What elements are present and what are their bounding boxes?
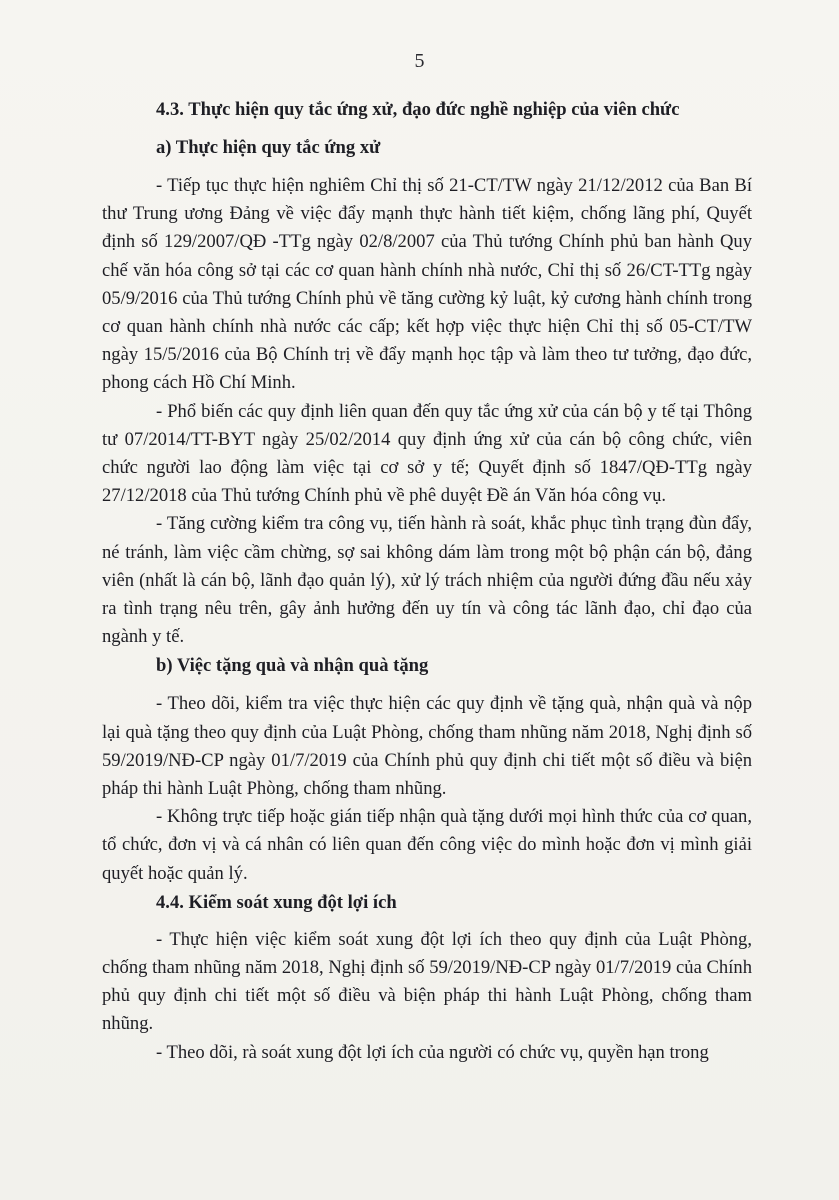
paragraph: - Phổ biến các quy định liên quan đến quy tắc ứng xử của cán bộ y tế tại Thông tư 07/2014/TT-BYT ngày 25/02/2014 quy định ứng xử của cán bộ công chức, viên chức người lao động làm việc tại cơ sở y tế; Quyết định số 1847/QĐ-TTg ngày 27/12/2018 của Thủ tướng Chính phủ về phê duyệt Đề án Văn hóa công vụ. [102, 400, 752, 507]
paragraph: - Theo dõi, kiểm tra việc thực hiện các quy định về tặng quà, nhận quà và nộp lại quà tặng theo quy định của Luật Phòng, chống tham nhũng năm 2018, Nghị định số 59/2019/NĐ-CP ngày 01/7/2019 của Chính phủ quy định chi tiết một số điều và biện pháp thi hành Luật Phòng, chống tham nhũng. [102, 693, 752, 800]
paragraph: - Thực hiện việc kiểm soát xung đột lợi ích theo quy định của Luật Phòng, chống tham nhũng năm 2018, Nghị định số 59/2019/NĐ-CP ngày 01/7/2019 của Chính phủ quy định chi tiết một số điều và biện pháp thi hành Luật Phòng, chống tham nhũng. [102, 928, 752, 1035]
subsection-heading-a: a) Thực hiện quy tắc ứng xử [156, 137, 381, 158]
paragraph: - Tăng cường kiểm tra công vụ, tiến hành rà soát, khắc phục tình trạng đùn đẩy, né tránh, làm việc cầm chừng, sợ sai không dám làm trong một bộ phận cán bộ, đảng viên (nhất là cán bộ, lãnh đạo quản lý), xử lý trách nhiệm của người đứng đầu nếu xảy ra tình trạng nêu trên, gây ảnh hưởng đến uy tín và công tác lãnh đạo, chỉ đạo của ngành y tế. [102, 513, 752, 648]
paragraph: - Theo dõi, rà soát xung đột lợi ích của người có chức vụ, quyền hạn trong [156, 1041, 709, 1063]
section-heading-4-4: 4.4. Kiểm soát xung đột lợi ích [156, 891, 397, 913]
subsection-heading-b: b) Việc tặng quà và nhận quà tặng [156, 655, 429, 677]
paragraph: - Tiếp tục thực hiện nghiêm Chỉ thị số 21-CT/TW ngày 21/12/2012 của Ban Bí thư Trung ương Đảng về việc đẩy mạnh thực hành tiết kiệm, chống lãng phí, Quyết định số 129/2007/QĐ -TTg ngày 02/8/2007 của Thủ tướng Chính phủ ban hành Quy chế văn hóa công sở tại các cơ quan hành chính nhà nước, Chỉ thị số 26/CT-TTg ngày 05/9/2016 của Thủ tướng Chính phủ về tăng cường kỷ luật, kỷ cương hành chính trong cơ quan hành chính nhà nước các cấp; kết hợp việc thực hiện Chỉ thị số 05-CT/TW ngày 15/5/2016 của Bộ Chính trị về đẩy mạnh học tập và làm theo tư tưởng, đạo đức, phong cách Hồ Chí Minh. [102, 175, 752, 394]
document-body [102, 95, 752, 1067]
paragraph: - Không trực tiếp hoặc gián tiếp nhận quà tặng dưới mọi hình thức của cơ quan, tổ chức, đơn vị và cá nhân có liên quan đến công việc do mình hoặc đơn vị mình giải quyết hoặc quản lý. [102, 806, 752, 884]
page-number: 5 [414, 50, 425, 72]
section-heading-4-3: 4.3. Thực hiện quy tắc ứng xử, đạo đức nghề nghiệp của viên chức [156, 99, 680, 120]
